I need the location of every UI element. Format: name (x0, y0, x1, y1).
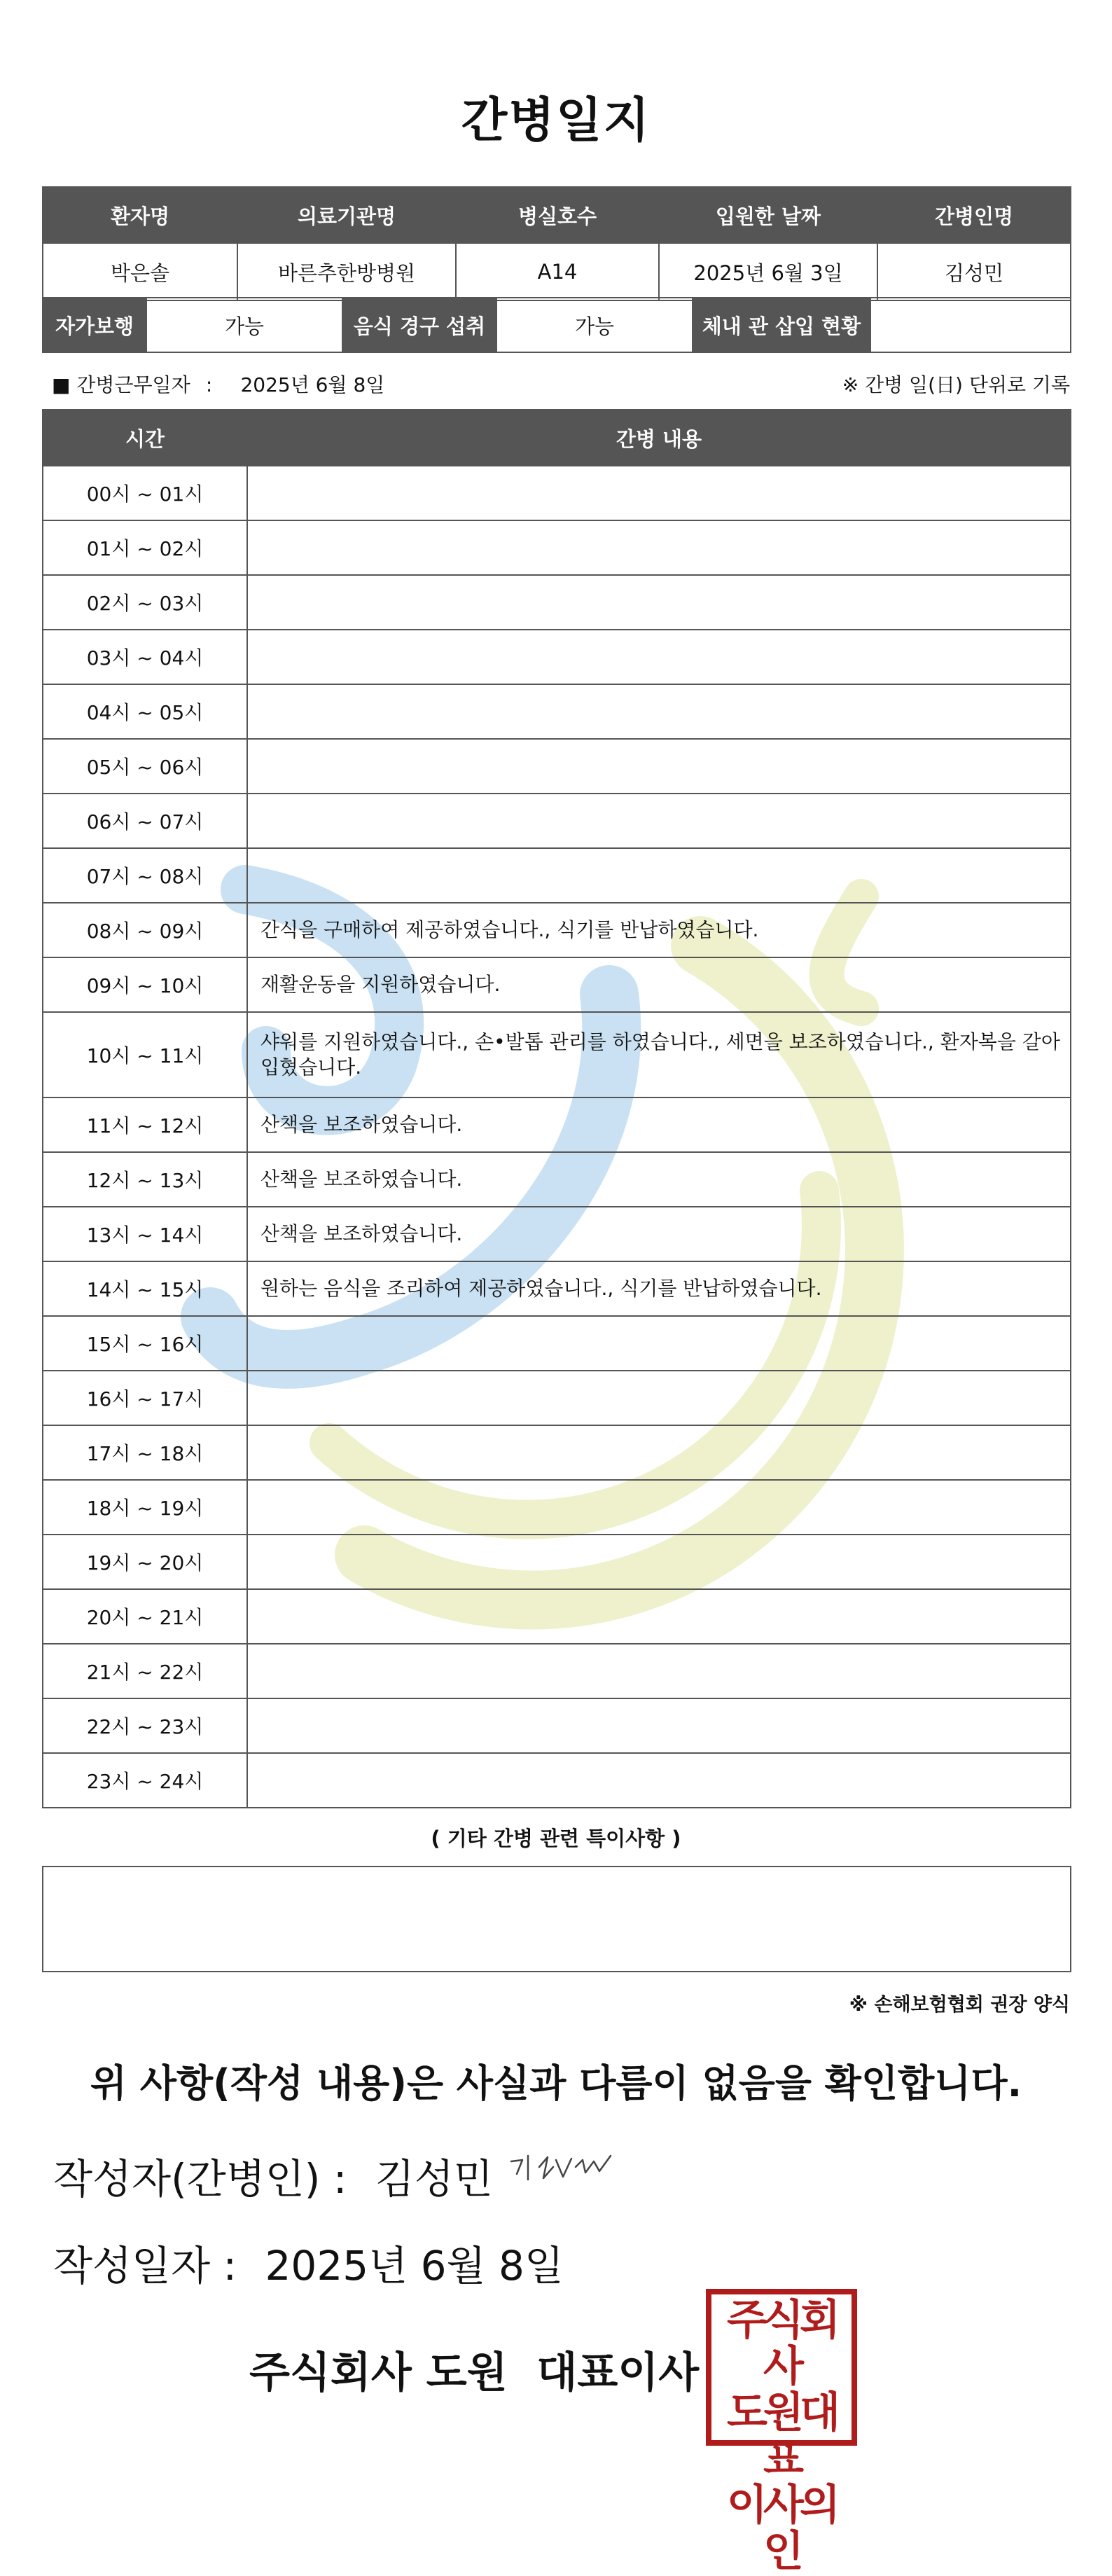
care-log-body (43, 466, 1071, 1808)
caregiver-name-cell[interactable]: 김성민 (877, 243, 1071, 300)
log-time-cell: 11시 ~ 12시 (43, 1097, 247, 1152)
log-content-cell[interactable] (247, 1644, 1071, 1698)
admission-date-cell[interactable]: 2025년 6월 3일 (659, 243, 877, 300)
work-date-value[interactable]: 2025년 6월 8일 (240, 373, 385, 396)
log-content-cell[interactable] (247, 520, 1071, 575)
work-date-separator: : (205, 373, 213, 396)
log-content-cell[interactable] (247, 848, 1071, 903)
tube-insertion-label: 체내 관 삽입 현황 (693, 298, 870, 352)
company-seal-stamp (706, 2289, 857, 2576)
log-content-cell[interactable]: 간식을 구매하여 제공하였습니다., 식기를 반납하였습니다. (247, 903, 1071, 957)
log-row (43, 1097, 1071, 1152)
log-row (43, 739, 1071, 794)
log-time-cell: 03시 ~ 04시 (43, 630, 247, 684)
written-date-label: 작성일자 : (53, 2242, 237, 2290)
log-content-cell[interactable]: 재활운동을 지원하였습니다. (247, 957, 1071, 1012)
log-content-cell[interactable]: 산책을 보조하였습니다. (247, 1097, 1071, 1152)
log-time-cell: 19시 ~ 20시 (43, 1535, 247, 1589)
log-content-cell[interactable] (247, 1535, 1071, 1589)
log-row (43, 1425, 1071, 1480)
remarks-title: ( 기타 간병 관련 특이사항 ) (431, 1827, 681, 1850)
log-row (43, 1371, 1071, 1425)
log-row (43, 1261, 1071, 1316)
log-content-cell[interactable]: 산책을 보조하였습니다. (247, 1152, 1071, 1207)
log-content-cell[interactable] (247, 1425, 1071, 1480)
log-content-cell[interactable] (247, 1371, 1071, 1425)
log-content-cell[interactable]: 샤워를 지원하였습니다., 손•발톱 관리를 하였습니다., 세면을 보조하였습니다., 환자복을 갈아입혔습니다. (247, 1012, 1071, 1097)
work-date-label: ■ 간병근무일자 (52, 373, 190, 396)
log-time-cell: 07시 ~ 08시 (43, 848, 247, 903)
log-content-cell[interactable] (247, 1698, 1071, 1753)
log-row (43, 630, 1071, 684)
log-time-cell: 16시 ~ 17시 (43, 1371, 247, 1425)
log-content-cell[interactable] (247, 1316, 1071, 1371)
writer-line (53, 2146, 493, 2205)
log-row (43, 1012, 1071, 1097)
log-row (43, 1316, 1071, 1371)
patient-info-table (42, 186, 1071, 301)
log-row (43, 684, 1071, 739)
log-row (43, 848, 1071, 903)
log-row (43, 1480, 1071, 1535)
log-content-cell[interactable] (247, 1753, 1071, 1808)
log-time-cell: 10시 ~ 11시 (43, 1012, 247, 1097)
log-row (43, 1753, 1071, 1808)
log-time-cell: 18시 ~ 19시 (43, 1480, 247, 1535)
handwritten-signature (507, 2146, 626, 2195)
log-row (43, 1589, 1071, 1644)
log-row (43, 1698, 1071, 1753)
log-time-cell: 08시 ~ 09시 (43, 903, 247, 957)
log-content-cell[interactable] (247, 794, 1071, 848)
patient-name-cell[interactable]: 박은솔 (43, 243, 237, 300)
log-time-cell: 05시 ~ 06시 (43, 739, 247, 794)
log-time-cell: 23시 ~ 24시 (43, 1753, 247, 1808)
room-number-cell[interactable]: A14 (456, 243, 659, 300)
log-row (43, 520, 1071, 575)
hospital-name-cell[interactable]: 바른추한방병원 (237, 243, 456, 300)
log-content-cell[interactable]: 원하는 음식을 조리하여 제공하였습니다., 식기를 반납하였습니다. (247, 1261, 1071, 1316)
log-content-cell[interactable]: 산책을 보조하였습니다. (247, 1207, 1071, 1261)
work-date-line (52, 370, 384, 398)
log-time-cell: 14시 ~ 15시 (43, 1261, 247, 1316)
patient-status-table (42, 297, 1071, 353)
log-content-cell[interactable] (247, 739, 1071, 794)
log-row (43, 1535, 1071, 1589)
log-row (43, 903, 1071, 957)
log-row (43, 575, 1071, 630)
log-time-cell: 01시 ~ 02시 (43, 520, 247, 575)
self-walk-label: 자가보행 (43, 298, 146, 352)
log-row (43, 1207, 1071, 1261)
seal-line: 도원대표 (727, 2388, 836, 2484)
log-time-cell: 06시 ~ 07시 (43, 794, 247, 848)
log-time-cell: 13시 ~ 14시 (43, 1207, 247, 1261)
log-content-cell[interactable] (247, 630, 1071, 684)
log-time-cell: 02시 ~ 03시 (43, 575, 247, 630)
seal-line: 주식회사 (727, 2296, 836, 2391)
log-content-cell[interactable] (247, 466, 1071, 520)
remarks-box[interactable] (42, 1866, 1071, 1972)
log-row (43, 466, 1071, 520)
written-date-line (53, 2233, 564, 2292)
log-time-cell: 21시 ~ 22시 (43, 1644, 247, 1698)
confirmation-statement: 위 사항(작성 내용)은 사실과 다름이 없음을 확인합니다. (90, 2061, 1022, 2105)
care-log-table (42, 409, 1071, 1808)
work-date-note: ※ 간병 일(日) 단위로 기록 (842, 373, 1070, 396)
log-time-cell: 17시 ~ 18시 (43, 1425, 247, 1480)
log-row (43, 1152, 1071, 1207)
log-time-cell: 20시 ~ 21시 (43, 1589, 247, 1644)
room-number-header: 병실호수 (456, 187, 659, 243)
log-row (43, 794, 1071, 848)
seal-line: 이사의인 (727, 2481, 836, 2576)
content-column-header: 간병 내용 (247, 410, 1071, 466)
log-content-cell[interactable] (247, 1480, 1071, 1535)
tube-insertion-value[interactable] (870, 298, 1071, 352)
log-time-cell: 04시 ~ 05시 (43, 684, 247, 739)
page-title: 간병일지 (461, 93, 651, 148)
caregiver-name-header: 간병인명 (877, 187, 1071, 243)
oral-intake-value[interactable]: 가능 (496, 298, 693, 352)
log-time-cell: 12시 ~ 13시 (43, 1152, 247, 1207)
log-time-cell: 09시 ~ 10시 (43, 957, 247, 1012)
log-content-cell[interactable] (247, 1589, 1071, 1644)
self-walk-value[interactable]: 가능 (146, 298, 342, 352)
log-time-cell: 15시 ~ 16시 (43, 1316, 247, 1371)
written-date-value: 2025년 6월 8일 (265, 2242, 564, 2290)
time-column-header: 시간 (43, 410, 247, 466)
writer-label: 작성자(간병인) : (53, 2155, 347, 2203)
writer-name: 김성민 (375, 2155, 493, 2203)
log-row (43, 957, 1071, 1012)
log-content-cell[interactable] (247, 575, 1071, 630)
oral-intake-label: 음식 경구 섭취 (342, 298, 496, 352)
form-footnote: ※ 손해보험협회 권장 양식 (849, 1994, 1070, 2016)
log-row (43, 1644, 1071, 1698)
hospital-name-header: 의료기관명 (237, 187, 456, 243)
log-time-cell: 00시 ~ 01시 (43, 466, 247, 520)
log-time-cell: 22시 ~ 23시 (43, 1698, 247, 1753)
company-representative: 주식회사 도원 대표이사 (249, 2348, 700, 2397)
admission-date-header: 입원한 날짜 (659, 187, 877, 243)
patient-name-header: 환자명 (43, 187, 237, 243)
log-content-cell[interactable] (247, 684, 1071, 739)
